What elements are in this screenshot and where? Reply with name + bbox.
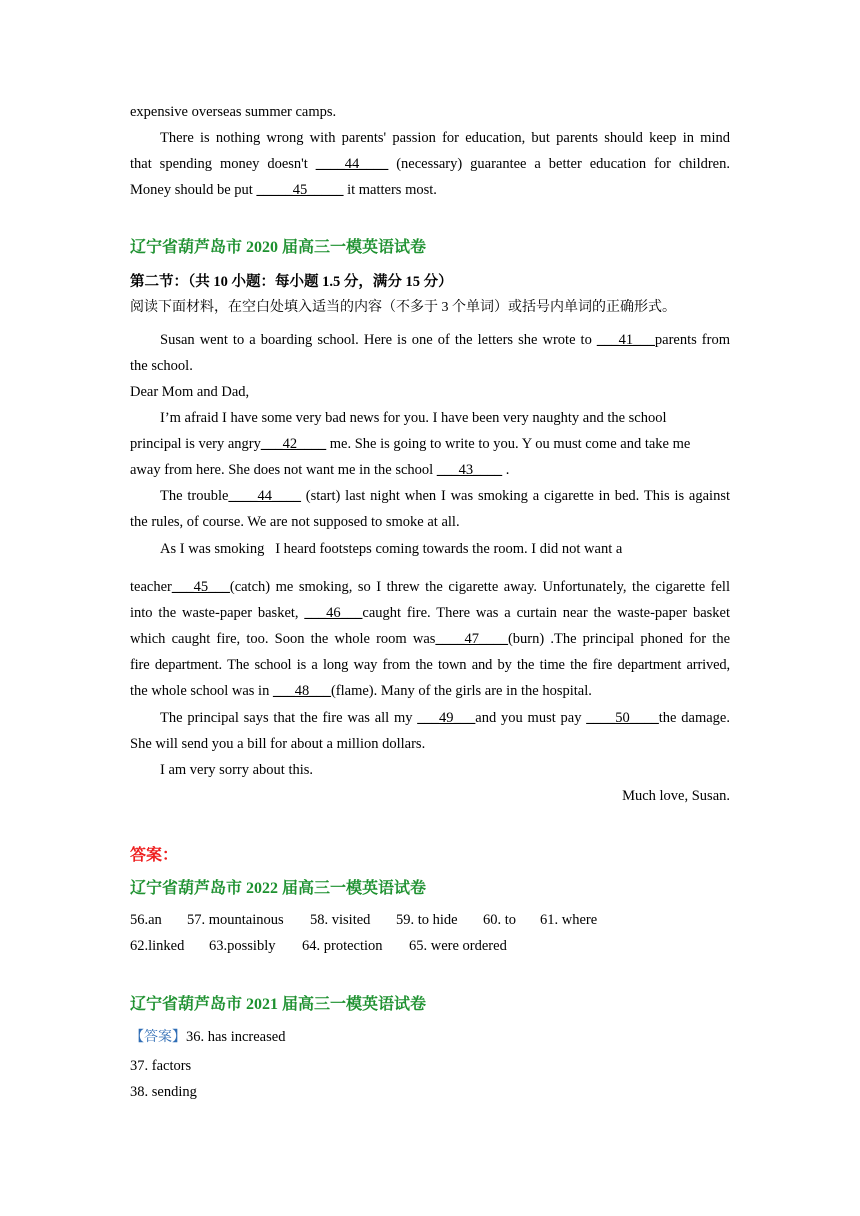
blank-45: ___45___ [171,579,230,595]
blank-50: ____50____ [586,710,659,726]
answer-item: 62.linked [130,938,185,954]
answer-item: 60. to [483,912,517,928]
greeting: Dear Mom and Dad, [130,384,250,400]
text-line: away from here. She does not want me in the school ___43____ . [130,462,510,478]
text-line: I am very sorry about this. [160,762,314,778]
answer-tag: 【答案】 [130,1030,186,1045]
section-title-2021: 辽宁省葫芦岛市 2021 届高三一模英语试卷 [130,996,427,1013]
text-line: fire department. The school is a long way from the town and by the time the fire department arrived, [130,657,730,673]
answer-line: 37. factors [130,1058,192,1074]
blank-48: ___48___ [272,683,331,699]
answer-item: 64. protection [302,938,383,954]
answers-label: 答案： [130,847,179,864]
answer-line: 【答案】36. has increased [130,1029,286,1045]
answer-item: 65. were ordered [409,938,507,954]
text-line: As I was smoking I heard footsteps coming towards the room. I did not want a [160,541,623,557]
blank-49: ___49___ [417,710,476,726]
text-line: the rules, of course. We are not supposed to smoke at all. [130,514,460,530]
section-title-2022: 辽宁省葫芦岛市 2022 届高三一模英语试卷 [130,880,427,897]
blank-45: _____45_____ [256,182,344,198]
answer-item: 58. visited [310,912,371,928]
instruction: 阅读下面材料，在空白处填入适当的内容（不多于 3 个单词）或括号内单词的正确形式。 [130,300,676,315]
blank-46: ___46___ [304,605,363,621]
blank-44: ____44____ [228,488,301,504]
text-line: The trouble____44____ (start) last night when I was smoking a cigarette in bed. This is against [160,488,730,504]
blank-44: ____44____ [315,156,389,172]
answer-line: 38. sending [130,1084,197,1100]
section-subtitle: 第二节：（共 10 小题：每小题 1.5 分，满分 15 分） [130,274,453,290]
text-line: I’m afraid I have some very bad news for you. I have been very naughty and the school [160,410,667,426]
answer-item: 63.possibly [209,938,276,954]
blank-41: ___41___ [596,332,655,348]
text-line: the whole school was in ___48___(flame). Many of the girls are in the hospital. [130,683,592,699]
blank-42: ___42____ [260,436,327,452]
text-line: the school. [130,358,193,374]
section-title-2020: 辽宁省葫芦岛市 2020 届高三一模英语试卷 [130,239,427,256]
answer-item: 59. to hide [396,912,458,928]
text-line: She will send you a bill for about a million dollars. [130,736,426,752]
blank-43: ___43____ [436,462,503,478]
text-line: Susan went to a boarding school. Here is one of the letters she wrote to ___41___parents from [160,332,730,348]
text-line: into the waste-paper basket, ___46___caught fire. There was a curtain near the waste-paper basket [130,605,731,621]
text-line: that spending money doesn't ____44____ (necessary) guarantee a better education for children. [130,156,730,172]
answer-row [130,936,730,956]
answer-item: 61. where [540,912,598,928]
answer-row [130,910,730,930]
text-line: There is nothing wrong with parents' passion for education, but parents should keep in mind [160,130,730,146]
text-line: Money should be put _____45_____ it matters most. [130,182,437,198]
text-line: expensive overseas summer camps. [130,104,337,120]
blank-47: ____47____ [435,631,508,647]
signoff: Much love, Susan. [622,788,730,804]
answer-item: 57. mountainous [187,912,284,928]
text-line: The principal says that the fire was all my ___49___and you must pay ____50____the damage. [160,710,730,726]
text-line: which caught fire, too. Soon the whole room was____47____(burn) .The principal phoned for the [130,631,731,647]
text-line: principal is very angry___42____ me. She is going to write to you. Y ou must come and take me [130,436,691,452]
text-line: teacher___45___(catch) me smoking, so I threw the cigarette away. Unfortunately, the cigarette fell [130,579,730,595]
answer-item: 56.an [130,912,162,928]
